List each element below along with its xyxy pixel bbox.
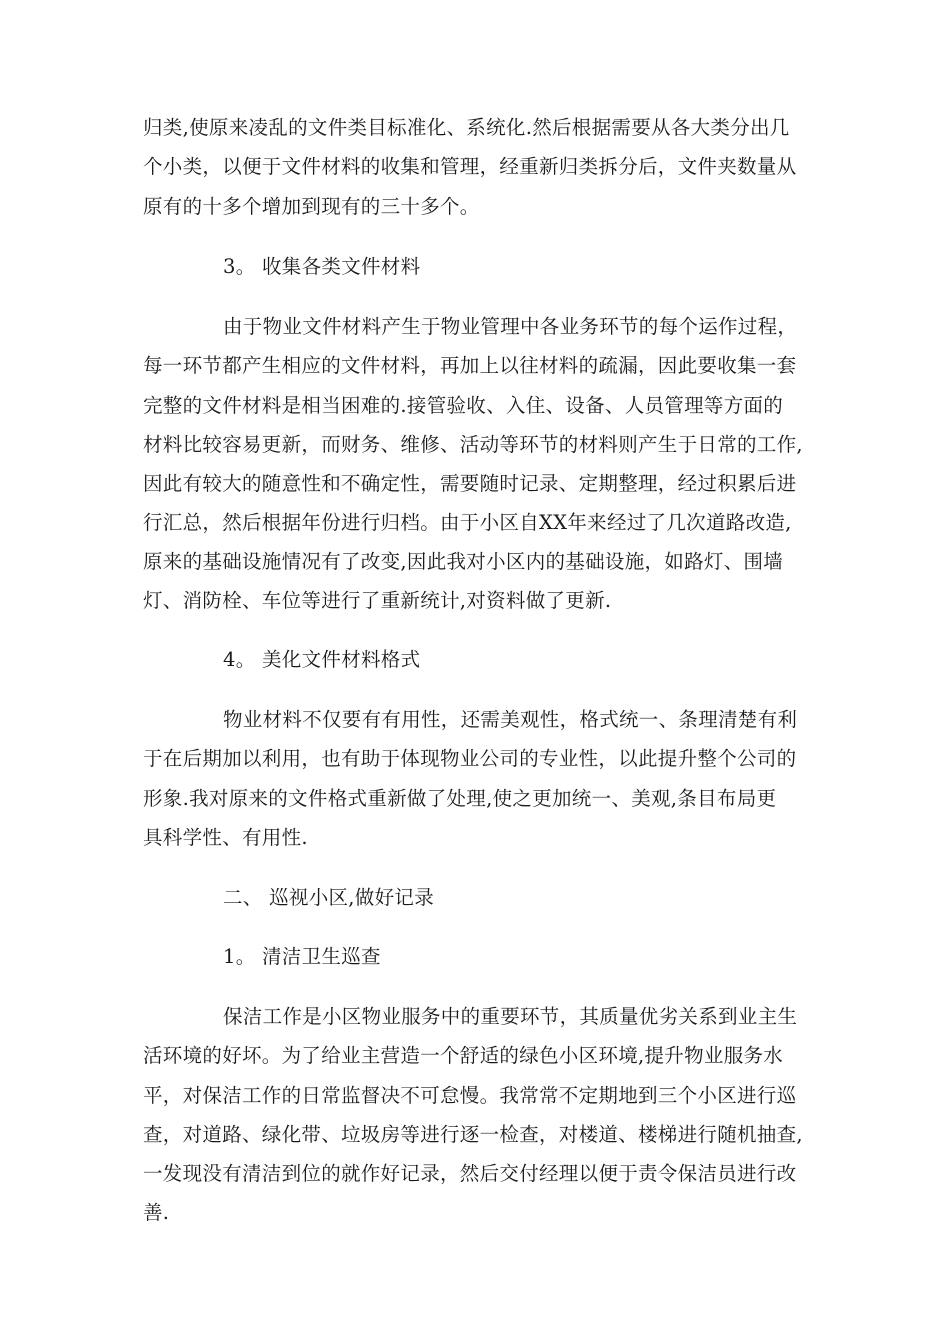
paragraph-line: 物业材料不仅要有有用性，还需美观性，格式统一、条理清楚有利 xyxy=(223,708,798,731)
paragraph-line: 每一环节都产生相应的文件材料，再加上以往材料的疏漏，因此要收集一套 xyxy=(143,354,797,377)
paragraph-line: 具科学性、有用性. xyxy=(143,826,308,849)
paragraph-line: 形象.我对原来的文件格式重新做了处理,使之更加统一、美观,条目布局更 xyxy=(143,787,777,810)
paragraph-line: 于在后期加以利用，也有助于体现物业公司的专业性，以此提升整个公司的 xyxy=(143,747,797,770)
paragraph-line: 平，对保洁工作的日常监督决不可怠慢。我常常不定期地到三个小区进行巡 xyxy=(143,1084,797,1107)
section-heading: 二、 巡视小区,做好记录 xyxy=(223,886,434,909)
paragraph-line: 保洁工作是小区物业服务中的重要环节，其质量优劣关系到业主生 xyxy=(223,1005,798,1028)
paragraph-line: 因此有较大的随意性和不确定性，需要随时记录、定期整理，经过积累后进 xyxy=(143,472,797,495)
paragraph-line: 善. xyxy=(143,1201,170,1224)
paragraph-line: 完整的文件材料是相当困难的.接管验收、入住、设备、人员管理等方面的 xyxy=(143,394,784,417)
paragraph-line: 原有的十多个增加到现有的三十多个。 xyxy=(143,195,480,218)
paragraph-line: 查，对道路、绿化带、垃圾房等进行逐一检查，对楼道、楼梯进行随机抽查, xyxy=(143,1123,803,1146)
section-heading: 1。 清洁卫生巡查 xyxy=(223,945,381,968)
paragraph-line: 个小类，以便于文件材料的收集和管理，经重新归类拆分后，文件夹数量从 xyxy=(143,155,797,178)
paragraph-line: 由于物业文件材料产生于物业管理中各业务环节的每个运作过程， xyxy=(223,315,798,338)
paragraph-line: 行汇总，然后根据年份进行归档。由于小区自XX年来经过了几次道路改造, xyxy=(143,511,792,534)
section-heading: 3。 收集各类文件材料 xyxy=(223,255,421,278)
paragraph-line: 归类,使原来凌乱的文件类目标准化、系统化.然后根据需要从各大类分出几 xyxy=(143,116,790,139)
paragraph-line: 一发现没有清洁到位的就作好记录，然后交付经理以便于责令保洁员进行改 xyxy=(143,1162,797,1185)
paragraph-line: 灯、消防栓、车位等进行了重新统计,对资料做了更新. xyxy=(143,589,612,612)
paragraph-line: 活环境的好坏。为了给业主营造一个舒适的绿色小区环境,提升物业服务水 xyxy=(143,1044,784,1067)
paragraph-line: 原来的基础设施情况有了改变,因此我对小区内的基础设施，如路灯、围墙 xyxy=(143,550,784,573)
paragraph-line: 材料比较容易更新，而财务、维修、活动等环节的材料则产生于日常的工作, xyxy=(143,433,803,456)
section-heading: 4。 美化文件材料格式 xyxy=(223,648,421,671)
